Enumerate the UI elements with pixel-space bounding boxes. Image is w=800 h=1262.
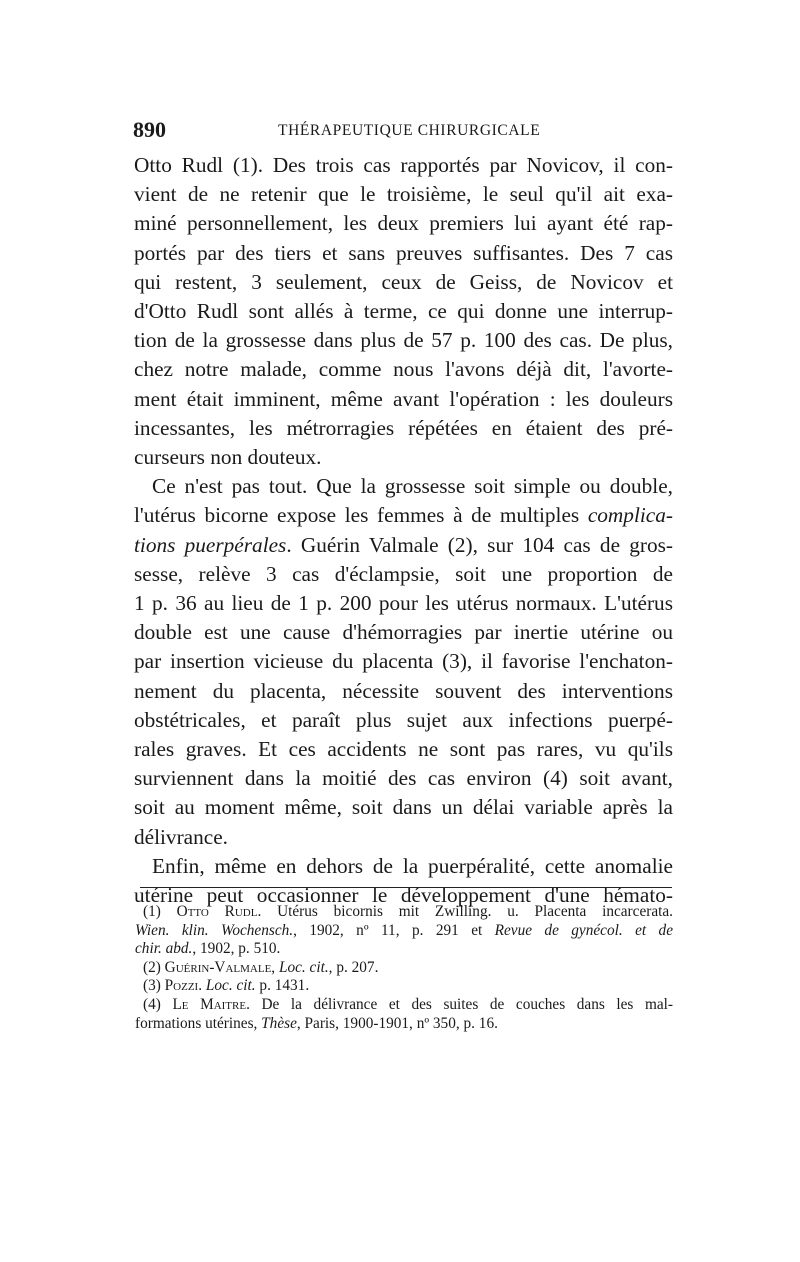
footnote-text: p. 1431.	[255, 977, 310, 995]
footnote-number: (4)	[143, 995, 161, 1013]
text-fragment: l'utérus bicorne expose les femmes à de multiples	[134, 503, 588, 528]
emphasis: tions puerpérales	[134, 532, 287, 557]
footnote-author: Guérin-Valmale,	[164, 958, 276, 976]
text-line: qui restent, 3 seulement, ceux de Geiss, de Novicov et	[134, 269, 673, 294]
text-line: d'Otto Rudl sont allés à terme, ce qui donne une interrup-	[134, 299, 673, 324]
page-header	[133, 117, 673, 143]
footnote-divider	[140, 887, 672, 888]
footnote-2	[135, 959, 673, 978]
footnote-author: Le Maitre.	[172, 995, 250, 1013]
running-title: THÉRAPEUTIQUE CHIRURGICALE	[278, 122, 541, 139]
emphasis: complica-	[587, 503, 673, 528]
text-line: nement du placenta, nécessite souvent des interventions	[134, 678, 673, 703]
text-line: incessantes, les métrorragies répétées en étaient des pré-	[134, 415, 673, 440]
footnote-text: Utérus bicornis mit Zwilling. u. Placenta incarcerata.	[261, 903, 673, 920]
footnote-number: (3)	[143, 977, 161, 995]
main-text	[134, 151, 673, 910]
text-line	[134, 531, 673, 560]
text-line: surviennent dans la moitié des cas environ (4) soit avant,	[134, 766, 673, 791]
footnote-journal: Wien. klin. Wochensch.	[135, 921, 294, 939]
footnote-1-end	[135, 940, 673, 959]
footnote-text: , p. 207.	[328, 958, 379, 976]
footnote-1	[135, 903, 673, 922]
footnote-cite: Loc. cit.	[205, 977, 256, 995]
page-number: 890	[133, 117, 166, 142]
footnote-journal: chir. abd.	[135, 940, 193, 958]
text-line: utérine peut occasionner le développement d'une hémato-	[134, 883, 673, 908]
text-line: miné personnellement, les deux premiers lui ayant été rap-	[134, 211, 673, 236]
text-line: soit au moment même, soit dans un délai variable après la	[134, 795, 673, 820]
text-line: 1 p. 36 au lieu de 1 p. 200 pour les utérus normaux. L'utérus	[134, 591, 673, 616]
footnote-text: De la délivrance et des suites de couches dans les mal-	[249, 995, 673, 1013]
footnote-4-cont	[135, 1015, 673, 1034]
text-line: portés par des tiers et sans preuves suffisantes. Des 7 cas	[134, 240, 673, 265]
text-line: vient de ne retenir que le troisième, le seul qu'il ait exa-	[134, 182, 673, 207]
footnote-text: , 1902, p. 510.	[192, 940, 281, 958]
text-line: rales graves. Et ces accidents ne sont pas rares, vu qu'ils	[134, 737, 673, 762]
text-line: Ce n'est pas tout. Que la grossesse soit simple ou double,	[152, 474, 673, 499]
footnote-number: (1)	[143, 903, 161, 920]
footnotes	[135, 903, 673, 1033]
text-fragment: . Guérin Valmale (2), sur 104 cas de gros-	[286, 532, 673, 557]
text-line: ment était imminent, même avant l'opération : les douleurs	[134, 386, 673, 411]
text-line: curseurs non douteux.	[134, 445, 322, 470]
footnote-cite: Loc. cit.	[278, 958, 329, 976]
footnote-1-cont	[135, 922, 673, 941]
footnote-4	[135, 996, 673, 1015]
footnote-these: Thèse	[261, 1014, 297, 1032]
text-line: par insertion vicieuse du placenta (3), il favorise l'enchaton-	[134, 649, 673, 674]
text-line: tion de la grossesse dans plus de 57 p. 100 des cas. De plus,	[134, 328, 673, 353]
text-line: chez notre malade, comme nous l'avons déjà dit, l'avorte-	[134, 357, 673, 382]
text-line: délivrance.	[134, 824, 229, 849]
text-line: double est une cause d'hémorragies par inertie utérine ou	[134, 620, 673, 645]
text-line: sesse, relève 3 cas d'éclampsie, soit une proportion de	[134, 561, 673, 586]
footnote-text: formations utérines,	[135, 1014, 262, 1032]
footnote-text: , 1902, nº 11, p. 291 et	[293, 921, 495, 939]
text-line: Enfin, même en dehors de la puerpéralité, cette anomalie	[152, 853, 673, 878]
footnote-author: Pozzi.	[164, 977, 203, 995]
text-line: Otto Rudl (1). Des trois cas rapportés par Novicov, il con-	[134, 153, 673, 177]
footnote-author: Otto Rudl.	[176, 903, 262, 920]
text-line	[134, 501, 673, 530]
text-line: obstétricales, et paraît plus sujet aux infections puerpé-	[134, 707, 673, 732]
footnote-3	[135, 977, 673, 996]
footnote-number: (2)	[143, 958, 161, 976]
footnote-text: , Paris, 1900-1901, nº 350, p. 16.	[296, 1014, 498, 1032]
footnote-journal: Revue de gynécol. et de	[494, 921, 673, 939]
